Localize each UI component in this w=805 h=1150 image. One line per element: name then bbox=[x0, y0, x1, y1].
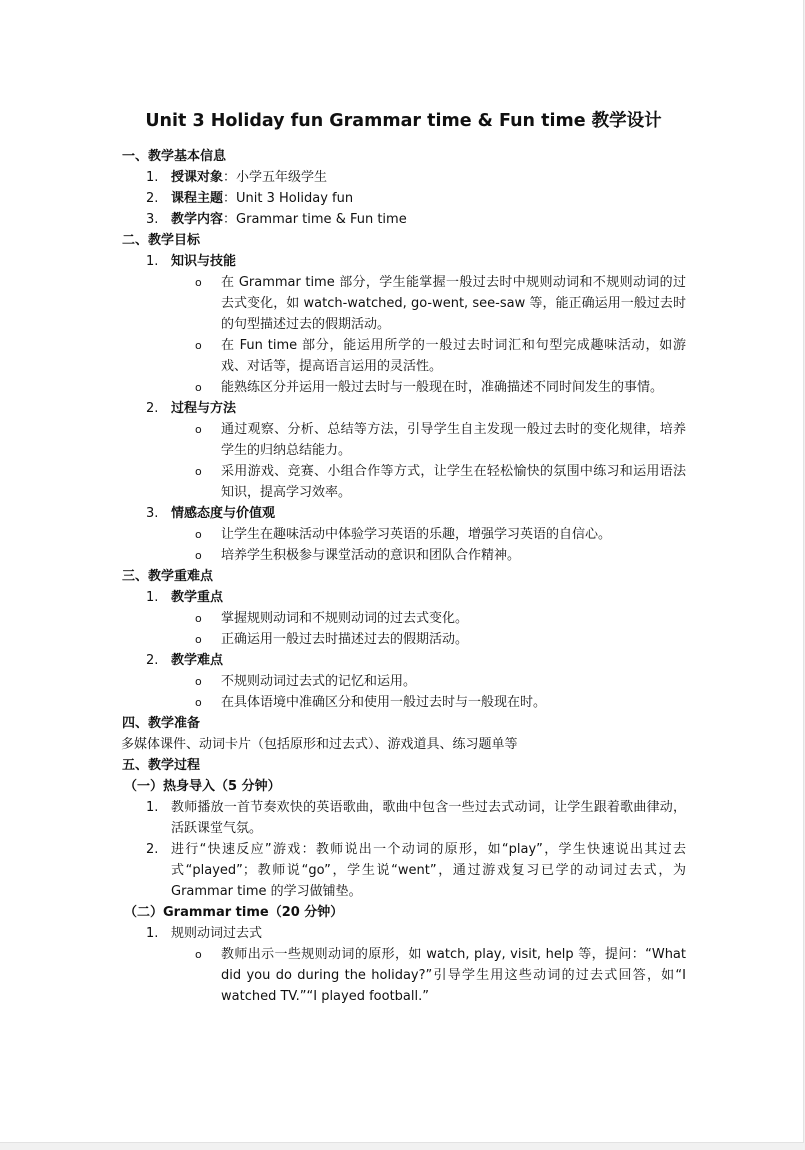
item-value: Unit 3 Holiday fun bbox=[236, 191, 354, 206]
bullet-list bbox=[121, 524, 686, 566]
item-label: 教学内容 bbox=[171, 212, 224, 227]
list-item bbox=[121, 167, 686, 188]
bullet-text: 通过观察、分析、总结等方法，引导学生自主发现一般过去时的变化规律，培养学生的归纳总结能力。 bbox=[221, 422, 686, 458]
list-item bbox=[121, 797, 686, 839]
bullet-item bbox=[121, 608, 686, 629]
bullet-item bbox=[121, 524, 686, 545]
bullet-text: 正确运用一般过去时描述过去的假期活动。 bbox=[221, 632, 469, 647]
item-separator: ： bbox=[223, 212, 237, 227]
list-number: 2. bbox=[146, 191, 159, 206]
bullet-text: 在 Grammar time 部分，学生能掌握一般过去时中规则动词和不规则动词的过去式变化，如 watch-watched, go-went, see-saw 等，能正确运用一般过去时的句型描述过去的假期活动。 bbox=[221, 275, 686, 332]
bullet-item bbox=[121, 545, 686, 566]
bullet-text: 教师出示一些规则动词的原形，如 watch, play, visit, help 等，提问：“What did you do during the holiday?”引导学生用这些动词的过去式回答，如“I watched TV.”“I played football.” bbox=[221, 947, 686, 1004]
bullet-text: 采用游戏、竞赛、小组合作等方式，让学生在轻松愉快的氛围中练习和运用语法知识，提高学习效率。 bbox=[221, 464, 686, 500]
list-number: 2. bbox=[146, 653, 159, 668]
bullet-circle-icon: o bbox=[195, 549, 202, 562]
section-heading-key-points: 三、教学重难点 bbox=[122, 569, 214, 584]
item-separator: ： bbox=[223, 191, 237, 206]
item-label: 课程主题 bbox=[171, 191, 224, 206]
section-heading-basic-info: 一、教学基本信息 bbox=[122, 149, 227, 164]
bullet-text: 掌握规则动词和不规则动词的过去式变化。 bbox=[221, 611, 469, 626]
warmup-steps bbox=[121, 797, 686, 902]
bullet-list bbox=[121, 272, 686, 398]
bullet-circle-icon: o bbox=[195, 339, 202, 352]
bullet-list bbox=[121, 944, 686, 1007]
group-label: 知识与技能 bbox=[171, 254, 237, 269]
objective-group bbox=[121, 251, 686, 272]
group-label: 教学难点 bbox=[171, 653, 224, 668]
subsection-heading-warmup: （一）热身导入（5 分钟） bbox=[124, 779, 281, 794]
bullet-circle-icon: o bbox=[195, 423, 202, 436]
group-label: 教学重点 bbox=[171, 590, 224, 605]
bullet-item bbox=[121, 335, 686, 377]
step-text: 规则动词过去式 bbox=[171, 926, 263, 941]
key-point-group bbox=[121, 587, 686, 608]
list-item bbox=[121, 209, 686, 230]
bullet-circle-icon: o bbox=[195, 696, 202, 709]
list-number: 1. bbox=[146, 170, 159, 185]
section-heading-preparation: 四、教学准备 bbox=[122, 716, 201, 731]
bullet-text: 能熟练区分并运用一般过去时与一般现在时，准确描述不同时间发生的事情。 bbox=[221, 380, 664, 395]
basic-info-list bbox=[121, 167, 686, 230]
list-number: 1. bbox=[146, 254, 159, 269]
subsection-heading-grammar-time: （二）Grammar time（20 分钟） bbox=[124, 905, 344, 920]
bullet-text: 在 Fun time 部分，能运用所学的一般过去时词汇和句型完成趣味活动，如游戏、对话等，提高语言运用的灵活性。 bbox=[221, 338, 686, 374]
key-point-group bbox=[121, 650, 686, 671]
page-title: Unit 3 Holiday fun Grammar time & Fun time 教学设计 bbox=[145, 111, 662, 131]
objective-group bbox=[121, 503, 686, 524]
bullet-list bbox=[121, 419, 686, 503]
bullet-circle-icon: o bbox=[195, 381, 202, 394]
bullet-text: 让学生在趣味活动中体验学习英语的乐趣，增强学习英语的自信心。 bbox=[221, 527, 612, 542]
objective-group bbox=[121, 398, 686, 419]
bullet-item bbox=[121, 671, 686, 692]
section-heading-process: 五、教学过程 bbox=[122, 758, 201, 773]
section-heading-objectives: 二、教学目标 bbox=[122, 233, 201, 248]
bullet-circle-icon: o bbox=[195, 612, 202, 625]
grammar-steps bbox=[121, 923, 686, 944]
step-text: 进行“快速反应”游戏：教师说出一个动词的原形，如“play”，学生快速说出其过去式“played”；教师说“go”，学生说“went”，通过游戏复习已学的动词过去式，为 Grammar time 的学习做铺垫。 bbox=[171, 842, 686, 899]
group-label: 过程与方法 bbox=[171, 401, 237, 416]
group-label: 情感态度与价值观 bbox=[171, 506, 276, 521]
list-item bbox=[121, 188, 686, 209]
item-value: Grammar time & Fun time bbox=[236, 212, 407, 227]
step-text: 教师播放一首节奏欢快的英语歌曲，歌曲中包含一些过去式动词，让学生跟着歌曲律动，活跃课堂气氛。 bbox=[171, 800, 686, 836]
bullet-circle-icon: o bbox=[195, 675, 202, 688]
list-number: 1. bbox=[146, 926, 159, 941]
bullet-item bbox=[121, 461, 686, 503]
item-label: 授课对象 bbox=[171, 170, 224, 185]
item-separator: ： bbox=[223, 170, 237, 185]
bullet-item bbox=[121, 272, 686, 335]
bullet-circle-icon: o bbox=[195, 528, 202, 541]
list-number: 3. bbox=[146, 506, 159, 521]
list-number: 1. bbox=[146, 590, 159, 605]
bullet-item bbox=[121, 419, 686, 461]
item-value: 小学五年级学生 bbox=[236, 170, 328, 185]
list-number: 1. bbox=[146, 800, 159, 815]
bullet-circle-icon: o bbox=[195, 465, 202, 478]
bullet-item bbox=[121, 377, 686, 398]
bullet-item bbox=[121, 629, 686, 650]
bullet-text: 培养学生积极参与课堂活动的意识和团队合作精神。 bbox=[221, 548, 521, 563]
bullet-text: 不规则动词过去式的记忆和运用。 bbox=[221, 674, 417, 689]
bullet-text: 在具体语境中准确区分和使用一般过去时与一般现在时。 bbox=[221, 695, 547, 710]
bullet-item bbox=[121, 944, 686, 1007]
list-number: 2. bbox=[146, 842, 159, 857]
document-content bbox=[121, 108, 686, 1007]
bullet-circle-icon: o bbox=[195, 948, 202, 961]
list-item bbox=[121, 923, 686, 944]
bullet-list bbox=[121, 671, 686, 713]
list-number: 3. bbox=[146, 212, 159, 227]
preparation-text: 多媒体课件、动词卡片（包括原形和过去式）、游戏道具、练习题单等 bbox=[121, 737, 518, 752]
list-item bbox=[121, 839, 686, 902]
bullet-list bbox=[121, 608, 686, 650]
bullet-item bbox=[121, 692, 686, 713]
list-number: 2. bbox=[146, 401, 159, 416]
bullet-circle-icon: o bbox=[195, 633, 202, 646]
bullet-circle-icon: o bbox=[195, 276, 202, 289]
